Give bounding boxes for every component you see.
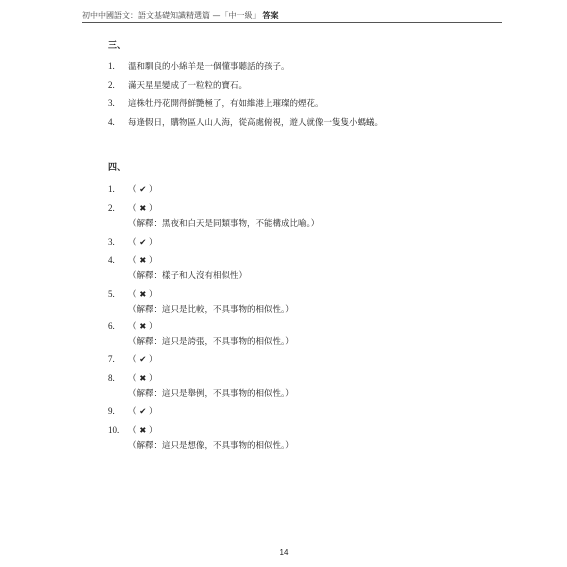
- item-number: 7.: [108, 354, 115, 364]
- explanation-text: （解釋：樣子和人沒有相似性）: [128, 271, 248, 281]
- explanation-text: （解釋：黑夜和白天是同類事物，不能構成比喻。）: [128, 219, 320, 229]
- header-divider: [82, 22, 502, 23]
- item-number: 2.: [108, 80, 115, 90]
- item-number: 3.: [108, 98, 115, 108]
- item-number: 4.: [108, 117, 115, 127]
- item-number: 9.: [108, 406, 115, 416]
- section-3-item-2: [108, 79, 247, 91]
- section-4-item-5: [108, 288, 158, 300]
- section-4-item-10: [108, 424, 158, 436]
- item-text: 溫和馴良的小綿羊是一個懂事聽話的孩子。: [128, 62, 290, 72]
- section-3-item-4: [108, 116, 383, 128]
- cross-mark: （ ✖ ）: [128, 322, 158, 332]
- item-number: 2.: [108, 203, 115, 213]
- cross-mark: （ ✖ ）: [128, 256, 158, 266]
- section-4-heading: 四、: [108, 163, 127, 173]
- item-text: 滿天星星變成了一粒粒的寶石。: [128, 81, 248, 91]
- item-number: 10.: [108, 425, 120, 435]
- item-number: 1.: [108, 61, 115, 71]
- section-4-item-9: [108, 405, 158, 417]
- page-number: 14: [279, 548, 289, 557]
- explanation-text: （解釋：這只是想像，不具事物的相似性。）: [128, 441, 294, 451]
- section-4-item-2: [108, 202, 158, 214]
- item-number: 4.: [108, 255, 115, 265]
- section-4-item-4: [108, 254, 158, 266]
- section-3-item-3: [108, 97, 324, 109]
- cross-mark: （ ✖ ）: [128, 290, 158, 300]
- item-text: 每逢假日，購物區人山人海，從高處俯視，遊人就像一隻隻小螞蟻。: [128, 118, 384, 128]
- answer-tag: 答案: [262, 11, 279, 20]
- cross-mark: （ ✖ ）: [128, 426, 158, 436]
- section-3-item-1: [108, 60, 290, 72]
- check-mark: （ ✔ ）: [128, 355, 158, 365]
- section-4-item-7: [108, 353, 158, 365]
- item-number: 5.: [108, 289, 115, 299]
- explanation-text: （解釋：這只是舉例，不具事物的相似性。）: [128, 389, 294, 399]
- check-mark: （ ✔ ）: [128, 185, 158, 195]
- item-text: 這株牡丹花開得鮮艷極了，有如維港上璀璨的煙花。: [128, 99, 324, 109]
- section-4-item-1: [108, 183, 158, 195]
- section-3-heading: 三、: [108, 41, 127, 51]
- explanation-text: （解釋：這只是誇張，不具事物的相似性。）: [128, 337, 294, 347]
- cross-mark: （ ✖ ）: [128, 204, 158, 214]
- header-title: 初中中國語文：語文基礎知識精選篇 —「中一級」: [82, 11, 261, 20]
- item-number: 1.: [108, 184, 115, 194]
- item-number: 3.: [108, 237, 115, 247]
- check-mark: （ ✔ ）: [128, 238, 158, 248]
- section-4-item-3: [108, 236, 158, 248]
- item-number: 6.: [108, 321, 115, 331]
- check-mark: （ ✔ ）: [128, 407, 158, 417]
- item-number: 8.: [108, 373, 115, 383]
- cross-mark: （ ✖ ）: [128, 374, 158, 384]
- section-4-item-8: [108, 372, 158, 384]
- explanation-text: （解釋：這只是比較，不具事物的相似性。）: [128, 305, 294, 315]
- section-4-item-6: [108, 320, 158, 332]
- page-header: [82, 10, 502, 26]
